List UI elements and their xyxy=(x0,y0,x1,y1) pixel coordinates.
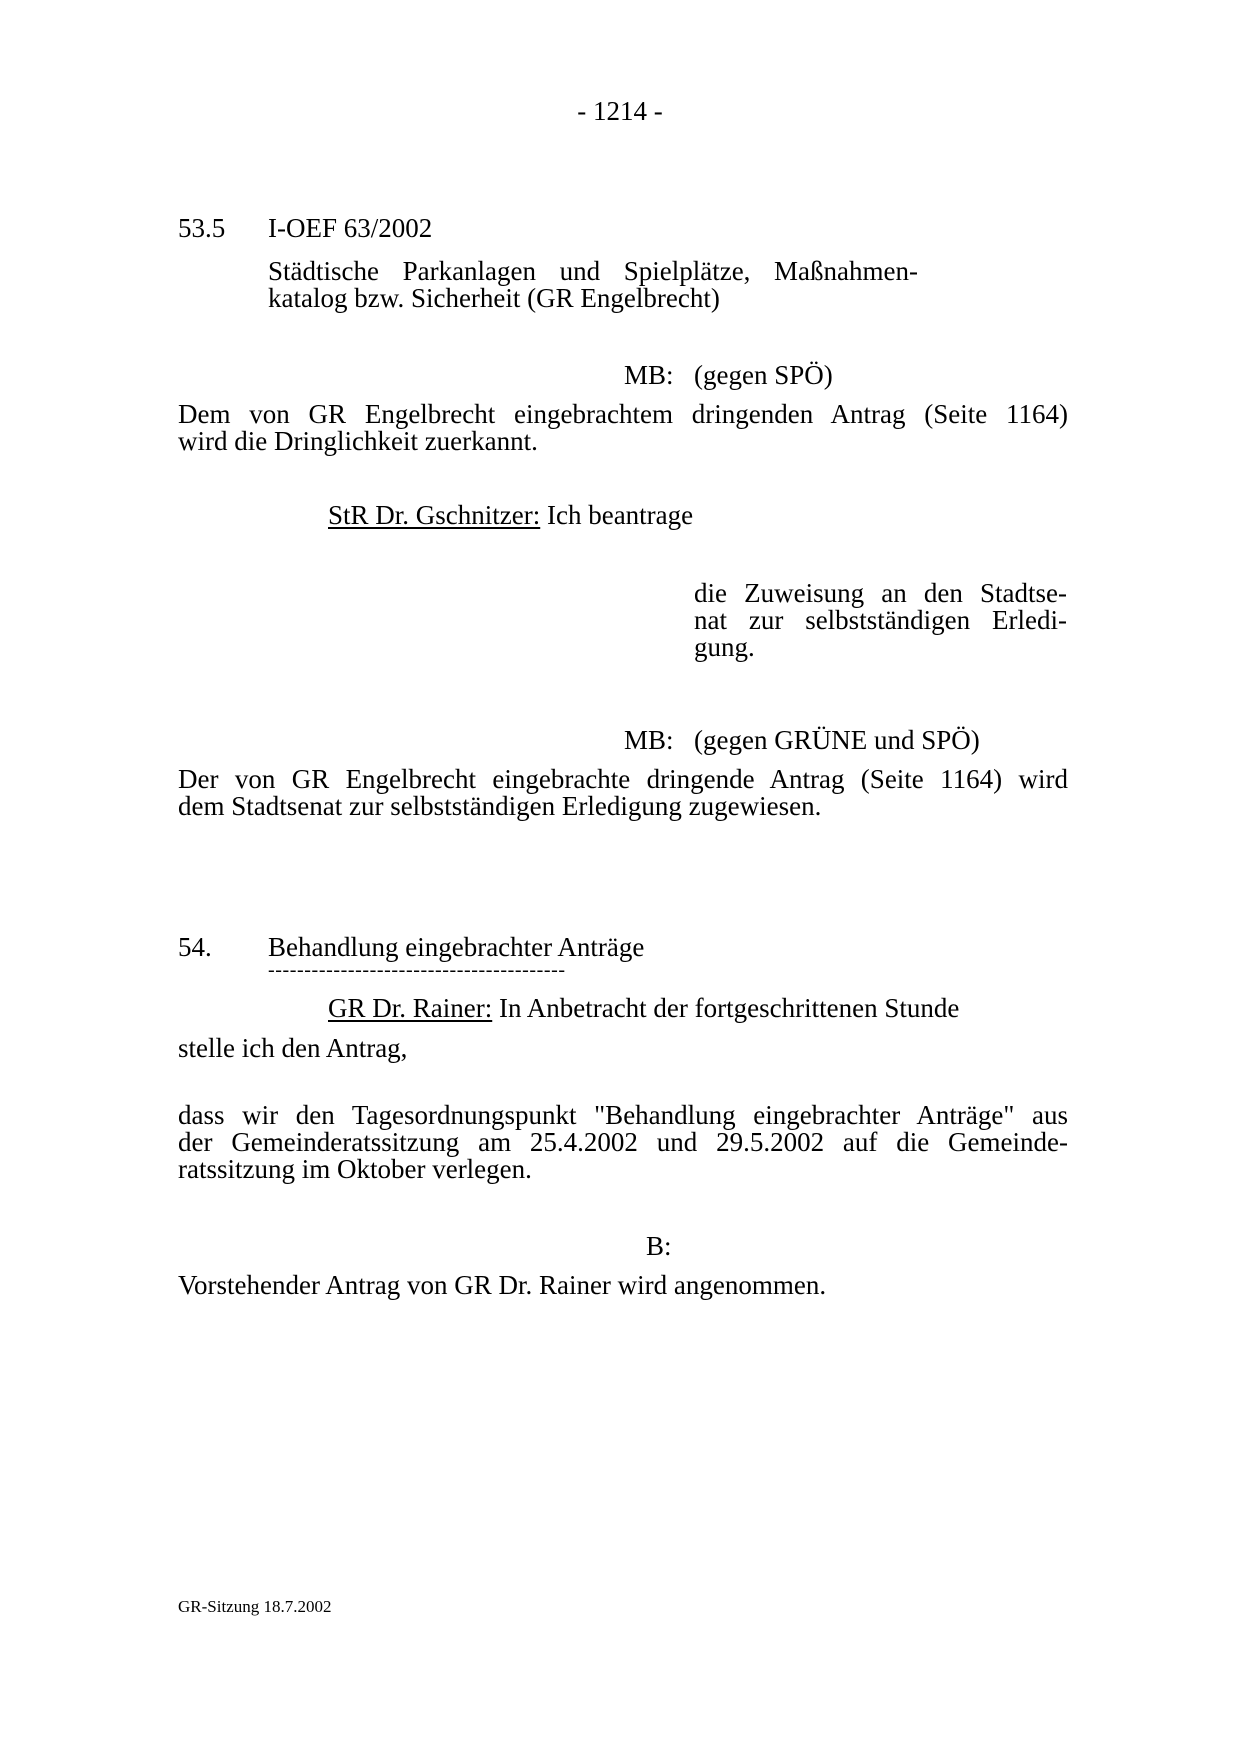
speaker-line xyxy=(328,502,693,529)
motion-line: die Zuweisung an den Stadtse- xyxy=(694,578,1067,608)
decision-line: Der von GR Engelbrecht eingebrachte dringende Antrag (Seite 1164) wird xyxy=(178,764,1068,794)
motion-line: dass wir den Tagesordnungspunkt "Behandlung eingebrachter Anträge" aus xyxy=(178,1100,1068,1130)
motion-line: ratssitzung im Oktober verlegen. xyxy=(178,1154,532,1184)
item-number: 53.5 xyxy=(178,213,226,243)
motion-line: nat zur selbstständigen Erledi- xyxy=(694,605,1067,635)
speaker-name: StR Dr. Gschnitzer: xyxy=(328,500,541,530)
vote-label: B: xyxy=(646,1231,672,1261)
item-title-underline: ----------------------------------------- xyxy=(268,959,566,981)
speaker-text: Ich beantrage xyxy=(546,500,694,530)
vote-label: MB: xyxy=(624,725,674,755)
vote-value: (gegen GRÜNE und SPÖ) xyxy=(694,725,980,755)
speaker-text-continued: stelle ich den Antrag, xyxy=(178,1033,408,1063)
motion-line: der Gemeinderatssitzung am 25.4.2002 und 29.5.2002 auf die Gemeinde- xyxy=(178,1127,1068,1157)
decision-line: dem Stadtsenat zur selbstständigen Erledigung zugewiesen. xyxy=(178,791,822,821)
speaker-name: GR Dr. Rainer: xyxy=(328,993,493,1023)
item-title-line: Städtische Parkanlagen und Spielplätze, Maßnahmen- xyxy=(268,256,918,286)
footer: GR-Sitzung 18.7.2002 xyxy=(178,1597,332,1616)
decision-line: wird die Dringlichkeit zuerkannt. xyxy=(178,426,538,456)
motion-line: gung. xyxy=(694,632,755,662)
item-title-line: katalog bzw. Sicherheit (GR Engelbrecht) xyxy=(268,283,720,313)
vote-value: (gegen SPÖ) xyxy=(694,360,833,390)
item-title: Behandlung eingebrachter Anträge xyxy=(268,932,645,962)
decision-line: Vorstehender Antrag von GR Dr. Rainer wird angenommen. xyxy=(178,1270,827,1300)
vote-label: MB: xyxy=(624,360,674,390)
page-number: - 1214 - xyxy=(577,96,663,126)
speaker-text: In Anbetracht der fortgeschrittenen Stunde xyxy=(498,993,960,1023)
speaker-line xyxy=(328,995,959,1022)
decision-line: Dem von GR Engelbrecht eingebrachtem dringenden Antrag (Seite 1164) xyxy=(178,399,1068,429)
item-number: 54. xyxy=(178,932,212,962)
item-code: I-OEF 63/2002 xyxy=(268,213,433,243)
